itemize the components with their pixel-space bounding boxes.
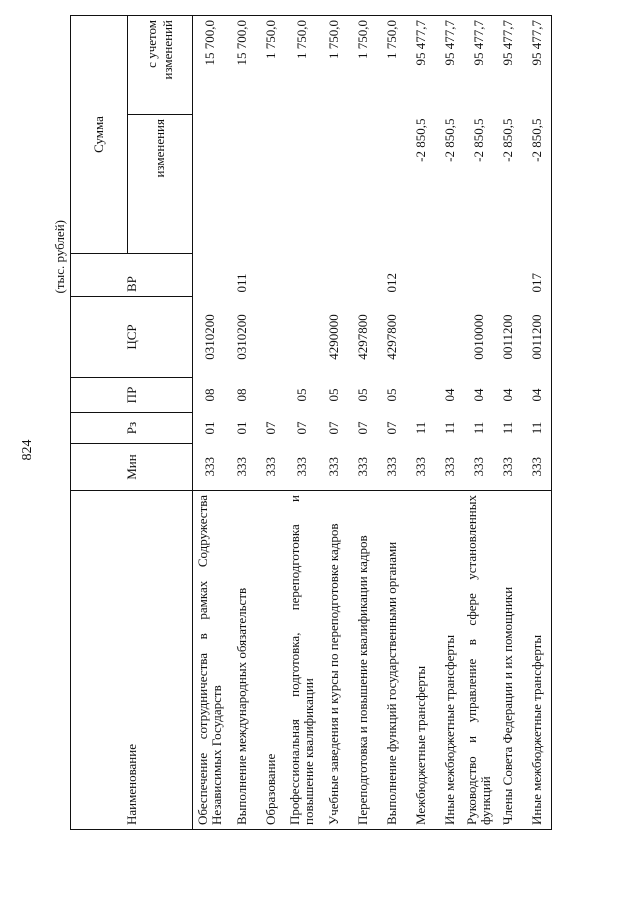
- row-changes: [256, 115, 285, 254]
- row-pr: 05: [325, 388, 341, 402]
- row-name: Выполнение международных обязательств: [227, 491, 256, 830]
- row-changes: -2 850,5: [470, 118, 486, 162]
- row-rz: 11: [441, 421, 457, 435]
- row-csr: [406, 297, 435, 378]
- row-vr: 012: [383, 273, 399, 293]
- row-vr: [493, 254, 522, 297]
- header-vr: ВР: [71, 254, 193, 297]
- row-changes: [285, 115, 319, 254]
- row-rz: 07: [354, 421, 370, 435]
- row-changes: -2 850,5: [499, 118, 515, 162]
- row-min: 333: [354, 457, 370, 477]
- row-csr: [256, 297, 285, 378]
- table-row: [522, 16, 552, 830]
- row-rz: 07: [325, 421, 341, 435]
- row-name: Руководство и управление в сфере установленных функций: [464, 491, 493, 830]
- row-name: Учебные заведения и курсы по переподготовке кадров: [319, 491, 348, 830]
- header-with-changes: с учетом изменений: [128, 16, 193, 115]
- header-sum: Сумма: [71, 16, 128, 254]
- row-total: 1 750,0: [348, 16, 377, 115]
- row-name: Образование: [256, 491, 285, 830]
- table-row: [348, 16, 377, 830]
- row-changes: [193, 115, 228, 254]
- row-rz: 07: [294, 421, 309, 435]
- row-name: Переподготовка и повышение квалификации кадров: [348, 491, 377, 830]
- row-total: 95 477,7: [435, 16, 464, 115]
- row-vr: [256, 254, 285, 297]
- row-changes: [319, 115, 348, 254]
- row-changes: [227, 115, 256, 254]
- row-vr: [285, 254, 319, 297]
- row-rz: 11: [499, 421, 515, 435]
- row-pr: [406, 378, 435, 413]
- row-vr: [348, 254, 377, 297]
- row-pr: 08: [233, 388, 249, 402]
- row-name: Члены Совета Федерации и их помощники: [493, 491, 522, 830]
- table-row: [285, 16, 319, 830]
- row-rz: 07: [262, 421, 278, 435]
- row-vr: 017: [522, 254, 552, 297]
- row-vr: [464, 254, 493, 297]
- row-csr: 0310200: [202, 314, 217, 360]
- row-total: 15 700,0: [227, 16, 256, 115]
- row-rz: 11: [412, 421, 428, 435]
- row-total: 1 750,0: [256, 16, 285, 115]
- row-csr: 0310200: [233, 314, 249, 360]
- row-pr: 04: [470, 388, 486, 402]
- table-body: [193, 16, 552, 830]
- row-changes: [348, 115, 377, 254]
- row-total: 95 477,7: [522, 16, 552, 115]
- row-pr: 08: [202, 388, 217, 402]
- header-pr: ПР: [71, 378, 193, 413]
- row-total: 95 477,7: [406, 16, 435, 115]
- table-row: [227, 16, 256, 830]
- row-name: Иные межбюджетные трансферты: [435, 491, 464, 830]
- row-pr: 04: [522, 378, 552, 413]
- table-row: [435, 16, 464, 830]
- row-vr: [435, 254, 464, 297]
- header-changes: изменения: [128, 115, 193, 254]
- row-min: 333: [470, 457, 486, 477]
- header-min: Мин: [71, 444, 193, 491]
- row-pr: 04: [499, 388, 515, 402]
- row-pr: 05: [354, 388, 370, 402]
- row-rz: 11: [522, 413, 552, 444]
- row-total: 15 700,0: [193, 16, 228, 115]
- row-total: 1 750,0: [319, 16, 348, 115]
- row-min: 333: [499, 457, 515, 477]
- table-row: [377, 16, 406, 830]
- row-pr: 04: [441, 388, 457, 402]
- row-csr: 0011200: [522, 297, 552, 378]
- row-csr: 4297800: [354, 314, 370, 360]
- row-min: 333: [294, 457, 309, 477]
- row-min: 333: [383, 457, 399, 477]
- row-name: Обеспечение сотрудничества в рамках Содружества Независимых Государств: [193, 491, 228, 830]
- row-min: 333: [441, 457, 457, 477]
- row-changes: -2 850,5: [441, 118, 457, 162]
- row-rz: 11: [470, 421, 486, 435]
- row-min: 333: [262, 457, 278, 477]
- row-pr: 05: [383, 388, 399, 402]
- row-pr: [256, 378, 285, 413]
- header-rz: Рз: [71, 413, 193, 444]
- row-changes: -2 850,5: [522, 115, 552, 254]
- row-vr: [319, 254, 348, 297]
- table-row: [256, 16, 285, 830]
- row-name: Выполнение функций государственными органами: [377, 491, 406, 830]
- row-vr: [193, 254, 228, 297]
- row-vr: [406, 254, 435, 297]
- row-total: 1 750,0: [285, 16, 319, 115]
- row-changes: [377, 115, 406, 254]
- row-total: 1 750,0: [377, 16, 406, 115]
- table-row: [406, 16, 435, 830]
- row-name: Межбюджетные трансферты: [406, 491, 435, 830]
- header-csr: ЦСР: [71, 297, 193, 378]
- row-rz: 01: [233, 421, 249, 435]
- row-min: 333: [233, 457, 249, 477]
- row-min: 333: [522, 444, 552, 491]
- row-name: Иные межбюджетные трансферты: [522, 491, 552, 830]
- header-name: Наименование: [71, 491, 193, 830]
- page-number: 824: [20, 439, 35, 461]
- row-total: 95 477,7: [493, 16, 522, 115]
- row-pr: 05: [294, 388, 309, 402]
- row-min: 333: [412, 457, 428, 477]
- budget-table: [70, 15, 552, 830]
- row-rz: 01: [202, 421, 217, 435]
- table-header: [71, 16, 193, 830]
- row-csr: 0010000: [470, 314, 486, 360]
- row-csr: 4290000: [325, 314, 341, 360]
- row-csr: 0011200: [499, 314, 515, 360]
- row-name: Профессиональная подготовка, переподготовка и повышение квалификации: [285, 491, 319, 830]
- row-total: 95 477,7: [464, 16, 493, 115]
- row-min: 333: [202, 457, 217, 477]
- row-rz: 07: [383, 421, 399, 435]
- row-min: 333: [325, 457, 341, 477]
- row-csr: [435, 297, 464, 378]
- row-csr: 4297800: [383, 314, 399, 360]
- table-row: [493, 16, 522, 830]
- table-row: [464, 16, 493, 830]
- table-row: [319, 16, 348, 830]
- row-changes: -2 850,5: [412, 118, 428, 162]
- units-label: (тыс. рублей): [52, 220, 67, 294]
- table-row: [193, 16, 228, 830]
- row-csr: [285, 297, 319, 378]
- row-vr: 011: [233, 273, 249, 293]
